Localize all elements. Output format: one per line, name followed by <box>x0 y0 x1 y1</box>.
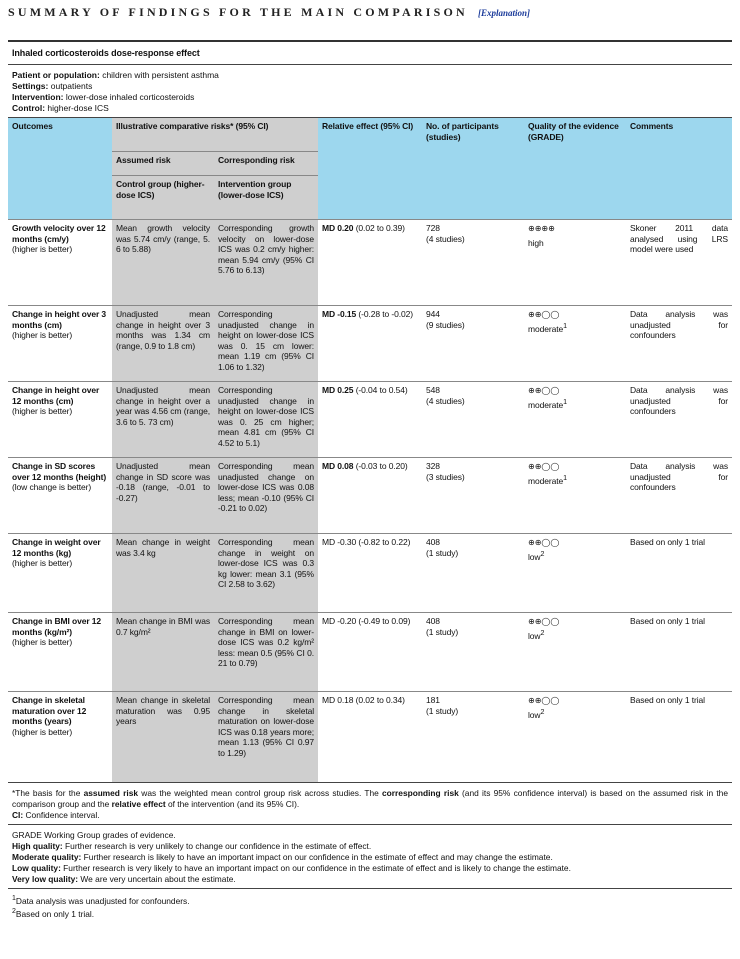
table-row <box>8 382 732 458</box>
assumed-risk-cell: Mean change in skeletal maturation was 0.95 years <box>112 692 214 782</box>
assumed-risk-cell: Unadjusted mean change in height over 3 months was 1.34 cm (range, 0.9 to 1.8 cm) <box>112 306 214 382</box>
assumed-risk-cell: Unadjusted mean change in SD score was -0.18 (range, -0.01 to -0.27) <box>112 458 214 534</box>
assumed-risk-cell: Mean growth velocity was 5.74 cm/y (range, 5. 6 to 5.88) <box>112 220 214 306</box>
outcome-cell: Growth velocity over 12 months (cm/y) (higher is better) <box>8 220 112 306</box>
pico-control: Control: higher-dose ICS <box>12 103 109 113</box>
header-control-group: Control group (higher-dose ICS) <box>112 176 214 220</box>
relative-effect-cell: MD 0.20 (0.02 to 0.39) <box>318 220 422 306</box>
title-text: SUMMARY OF FINDINGS FOR THE MAIN COMPARISON <box>8 5 468 19</box>
grade-moderate: Moderate quality: Further research is likely to have an important impact on our confidence in the estimate of effect and may change the estimate. <box>12 851 553 862</box>
grade-symbols-icon: ⊕⊕◯◯ <box>528 538 560 547</box>
corresponding-risk-cell: Corresponding mean change in BMI on lower-dose ICS was 0.2 kg/m² less: mean 0.5 (95% CI 0. 21 to 0.79) <box>214 613 318 692</box>
outcome-cell: Change in weight over 12 months (kg) (higher is better) <box>8 534 112 613</box>
relative-effect-cell: MD 0.08 (-0.03 to 0.20) <box>318 458 422 534</box>
table-row <box>8 458 732 534</box>
comments-cell: Data analysis was unadjusted for confounders <box>626 458 732 534</box>
outcome-cell: Change in SD scores over 12 months (height) (low change is better) <box>8 458 112 534</box>
grade-low: Low quality: Further research is very likely to have an important impact on our confidence in the estimate of effect and is likely to change the estimate. <box>12 862 571 873</box>
relative-effect-cell: MD -0.20 (-0.49 to 0.09) <box>318 613 422 692</box>
relative-effect-cell: MD -0.15 (-0.28 to -0.02) <box>318 306 422 382</box>
grade-symbols-icon: ⊕⊕⊕⊕ <box>528 224 555 233</box>
header-assumed-risk: Assumed risk <box>112 152 214 176</box>
participants-cell: 181 (1 study) <box>422 692 524 782</box>
comments-cell: Based on only 1 trial <box>626 534 732 613</box>
relative-effect-cell: MD 0.18 (0.02 to 0.34) <box>318 692 422 782</box>
comments-cell: Skoner 2011 data analysed using LRS model were used <box>626 220 732 306</box>
corresponding-risk-cell: Corresponding mean change in skeletal maturation on lower-dose ICS was 0.18 years more; mean 1.13 (95% CI 0.97 to 1.29) <box>214 692 318 782</box>
assumed-risk-cell: Mean change in weight was 3.4 kg <box>112 534 214 613</box>
summary-page <box>8 0 732 924</box>
participants-cell: 408 (1 study) <box>422 534 524 613</box>
header-corresponding-risk: Corresponding risk <box>214 152 318 176</box>
quality-cell: ⊕⊕◯◯ low$^2$ <box>524 613 626 692</box>
explanation-link[interactable]: [Explanation] <box>478 8 531 18</box>
assumed-risk-cell: Mean change in BMI was 0.7 kg/m² <box>112 613 214 692</box>
quality-cell: ⊕⊕◯◯ moderate$^1$ <box>524 458 626 534</box>
outcome-cell: Change in height over 12 months (cm) (higher is better) <box>8 382 112 458</box>
relative-effect-cell: MD -0.30 (-0.82 to 0.22) <box>318 534 422 613</box>
findings-table <box>8 117 732 782</box>
corresponding-risk-cell: Corresponding unadjusted change in height on lower-dose ICS was 0. 15 cm lower: mean 1.19 cm (95% CI 1.06 to 1.32) <box>214 306 318 382</box>
pico-intervention: Intervention: lower-dose inhaled corticosteroids <box>12 92 195 102</box>
table-row <box>8 613 732 692</box>
header-comments: Comments <box>626 118 732 220</box>
table-row <box>8 306 732 382</box>
corresponding-risk-cell: Corresponding mean change in weight on lower-dose ICS was 0.3 kg lower: mean 3.1 (95% CI 2.58 to 3.62) <box>214 534 318 613</box>
grade-symbols-icon: ⊕⊕◯◯ <box>528 696 560 705</box>
grade-very-low: Very low quality: We are very uncertain about the estimate. <box>12 873 236 884</box>
grade-legend <box>8 824 732 888</box>
participants-cell: 408 (1 study) <box>422 613 524 692</box>
grade-symbols-icon: ⊕⊕◯◯ <box>528 462 560 471</box>
grade-symbols-icon: ⊕⊕◯◯ <box>528 310 560 319</box>
footnotes <box>8 888 732 925</box>
table-row <box>8 534 732 613</box>
footnote-2: $^2$Based on only 1 trial. <box>12 908 95 920</box>
participants-cell: 728 (4 studies) <box>422 220 524 306</box>
grade-intro: GRADE Working Group grades of evidence. <box>12 829 176 840</box>
participants-cell: 944 (9 studies) <box>422 306 524 382</box>
grade-symbols-icon: ⊕⊕◯◯ <box>528 386 560 395</box>
header-outcomes: Outcomes <box>8 118 112 220</box>
outcome-cell: Change in BMI over 12 months (kg/m²) (higher is better) <box>8 613 112 692</box>
assumed-risk-cell: Unadjusted mean change in height over a year was 4.56 cm (range, 3.6 to 5. 73 cm) <box>112 382 214 458</box>
quality-cell: ⊕⊕◯◯ low$^2$ <box>524 692 626 782</box>
comments-cell: Based on only 1 trial <box>626 613 732 692</box>
outcome-cell: Change in skeletal maturation over 12 months (years) (higher is better) <box>8 692 112 782</box>
header-illustrative: Illustrative comparative risks* (95% CI) <box>112 118 318 152</box>
table-row <box>8 220 732 306</box>
header-relative-effect: Relative effect (95% CI) <box>318 118 422 220</box>
quality-cell: ⊕⊕◯◯ low$^2$ <box>524 534 626 613</box>
box-title: Inhaled corticosteroids dose-response effect <box>8 42 732 65</box>
document-title <box>8 5 732 25</box>
participants-cell: 328 (3 studies) <box>422 458 524 534</box>
pico-settings: Settings: outpatients <box>12 81 93 91</box>
comments-cell: Data analysis was unadjusted for confounders <box>626 306 732 382</box>
quality-cell: ⊕⊕⊕⊕ high <box>524 220 626 306</box>
grade-high: High quality: Further research is very unlikely to change our confidence in the estimate of effect. <box>12 840 372 851</box>
outcome-cell: Change in height over 3 months (cm) (higher is better) <box>8 306 112 382</box>
corresponding-risk-cell: Corresponding unadjusted change in height on lower-dose ICS was 0. 25 cm higher; mean 4.81 cm (95% CI 4.52 to 5.1) <box>214 382 318 458</box>
table-row <box>8 692 732 782</box>
corresponding-risk-cell: Corresponding growth velocity on lower-dose ICS was 0.2 cm/y higher: mean 5.94 cm/y (95% CI 5.76 to 6.13) <box>214 220 318 306</box>
participants-cell: 548 (4 studies) <box>422 382 524 458</box>
header-participants: No. of participants (studies) <box>422 118 524 220</box>
ci-definition: CI: Confidence interval. <box>12 809 100 820</box>
footnote-1: $^1$Data analysis was unadjusted for confounders. <box>12 894 190 906</box>
header-quality: Quality of the evidence (GRADE) <box>524 118 626 220</box>
quality-cell: ⊕⊕◯◯ moderate$^1$ <box>524 382 626 458</box>
assumed-risk-note: *The basis for the assumed risk was the weighted mean control group risk across studies. The corresponding risk (and its 95% confidence interval) is based on the assumed risk in the comparison group and the relative effect of the intervention (and its 95% CI). CI: Confidence interval. <box>8 782 732 824</box>
quality-cell: ⊕⊕◯◯ moderate$^1$ <box>524 306 626 382</box>
grade-symbols-icon: ⊕⊕◯◯ <box>528 617 560 626</box>
relative-effect-cell: MD 0.25 (-0.04 to 0.54) <box>318 382 422 458</box>
corresponding-risk-cell: Corresponding mean unadjusted change on lower-dose ICS was 0.08 less; mean -0.10 (95% CI -0.21 to 0.02) <box>214 458 318 534</box>
header-intervention-group: Intervention group (lower-dose ICS) <box>214 176 318 220</box>
pico-block <box>8 65 732 117</box>
comments-cell: Based on only 1 trial <box>626 692 732 782</box>
pico-population: Patient or population: children with persistent asthma <box>12 70 219 80</box>
comments-cell: Data analysis was unadjusted for confounders <box>626 382 732 458</box>
